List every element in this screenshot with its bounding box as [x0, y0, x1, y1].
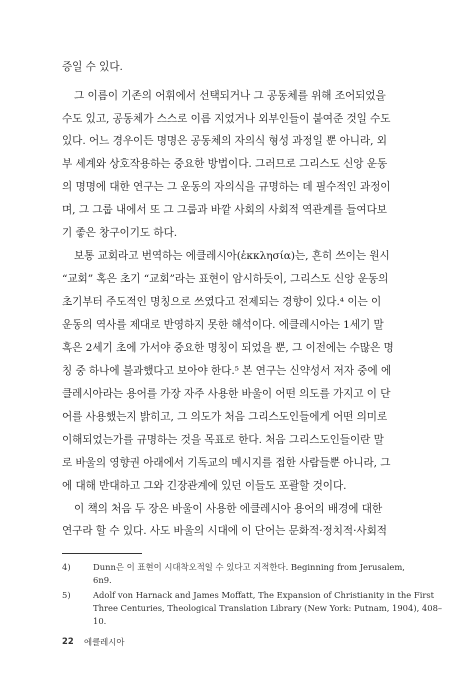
body-line: 초기부터 주도적인 명칭으로 쓰였다고 전제되는 경향이 있다.⁴ 이는 이 [62, 296, 382, 308]
body-line: 연구라 할 수 있다. 사도 바울의 시대에 이 단어는 문화적·정치적·사회적 [62, 525, 387, 537]
body-line: 수도 있고, 공동체가 스스로 이름 지었거나 외부인들이 붙여준 것일 수도 [62, 113, 391, 125]
body-line: 에 대해 반대하고 그와 긴장관계에 있던 이들도 포괄할 것이다. [62, 480, 347, 492]
body-line: 로 바울의 영향권 아래에서 기독교의 메시지를 접한 사람들뿐 아니라, 그 [62, 457, 391, 469]
body-line: 보통 교회라고 번역하는 에클레시아(ἐκκλησία)는, 흔히 쓰이는 원시 [74, 250, 390, 262]
body-line: 증일 수 있다. [62, 61, 123, 73]
body-line: “교회” 혹은 초기 “교회”라는 표현이 암시하듯이, 그리스도 신앙 운동의 [62, 273, 389, 285]
footnote-text: Three Centuries, Theological Translation Library (New York: Putnam, 1904), 408– [93, 603, 443, 613]
footnote-rule [62, 553, 142, 554]
body-line: 며, 그 그룹 내에서 또 그 그룹과 바깥 사회의 사회적 역관계를 들여다보 [62, 204, 387, 216]
body-line: 그 이름이 기존의 어휘에서 선택되거나 그 공동체를 위해 조어되었을 [74, 90, 386, 102]
body-line: 이해되었는가를 규명하는 것을 목표로 한다. 처음 그리스도인들이란 말 [62, 434, 384, 446]
footnote-number: 4) [62, 562, 71, 572]
footnote-text: 6n9. [93, 575, 112, 585]
body-line: 클레시아라는 용어를 가장 자주 사용한 바울이 어떤 의도를 가지고 이 단 [62, 388, 391, 400]
footnote-number: 5) [62, 590, 71, 600]
body-line: 운동의 역사를 제대로 반영하지 못한 해석이다. 에클레시아는 1세기 말 [62, 319, 384, 331]
body-line: 이 책의 처음 두 장은 바울이 사용한 에클레시아 용어의 배경에 대한 [74, 503, 383, 515]
body-line: 혹은 2세기 초에 가서야 중요한 명칭이 되었을 뿐, 그 이전에는 수많은 명 [62, 342, 394, 354]
running-title: 에클레시아 [84, 637, 125, 647]
body-line: 어를 사용했는지 밝히고, 그 의도가 처음 그리스도인들에게 어떤 의미로 [62, 411, 388, 423]
footnote-text: 10. [93, 616, 107, 626]
body-line: 기 좋은 창구이기도 하다. [62, 227, 178, 239]
body-line: 있다. 어느 경우이든 명명은 공동체의 자의식 형성 과정일 뿐 아니라, 외 [62, 135, 387, 147]
body-line: 칭 중 하나에 불과했다고 보아야 한다.⁵ 본 연구는 신약성서 저자 중에 에 [62, 365, 392, 377]
body-line: 부 세계와 상호작용하는 중요한 방법이다. 그러므로 그리스도 신앙 운동 [62, 158, 388, 170]
page-number: 22 [62, 636, 74, 646]
footnote-text: Adolf von Harnack and James Moffatt, The Expansion of Christianity in the First [93, 590, 435, 600]
footnote-text: Dunn은 이 표현이 시대착오적일 수 있다고 지적한다. Beginning from Jerusalem, [93, 562, 405, 572]
body-line: 의 명명에 대한 연구는 그 운동의 자의식을 규명하는 데 필수적인 과정이 [62, 181, 391, 193]
